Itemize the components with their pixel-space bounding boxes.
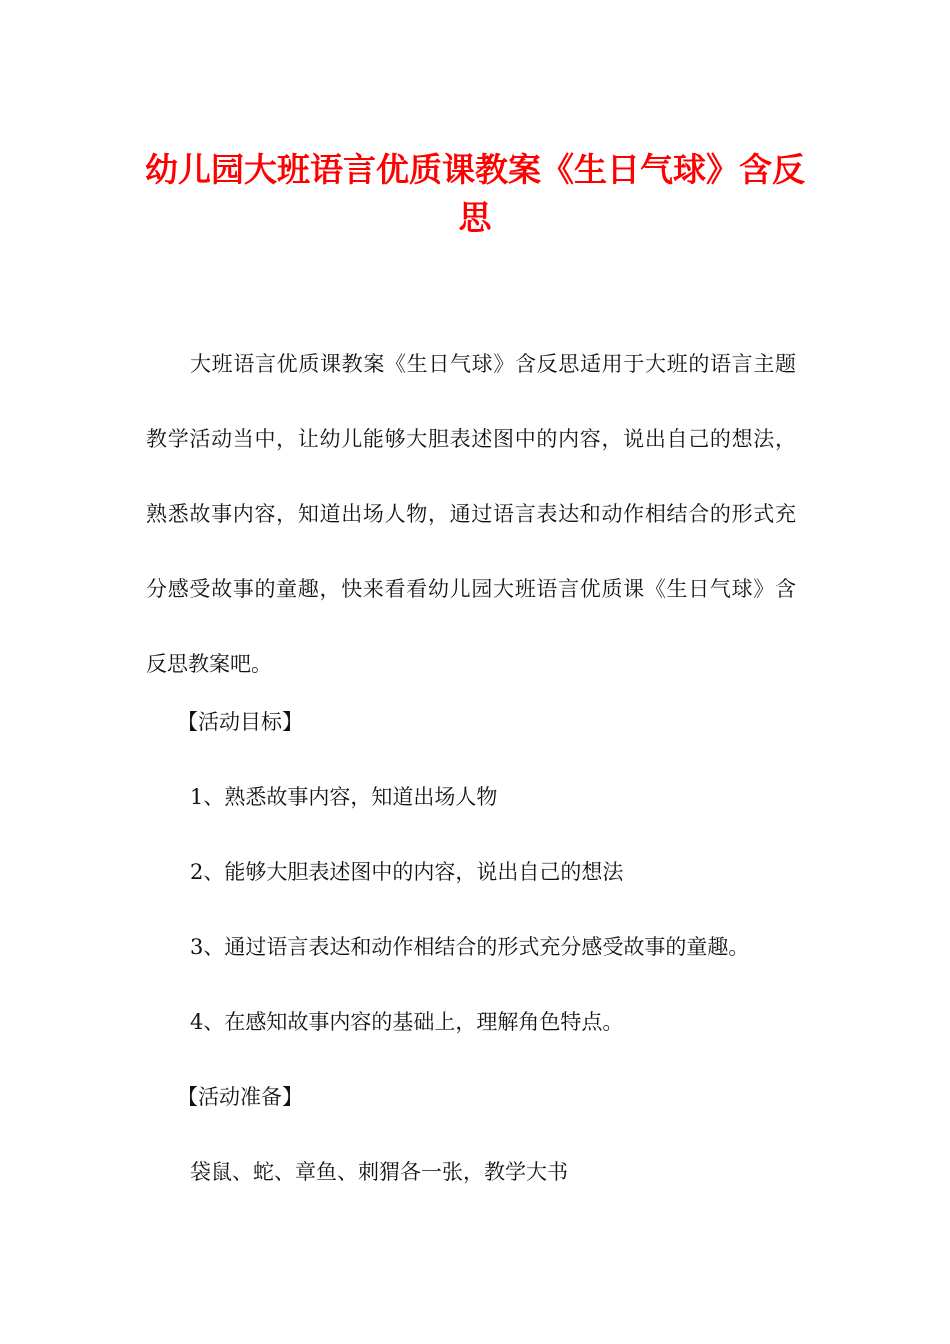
section-heading-preparation: 【活动准备】 xyxy=(177,1085,303,1109)
goal-item-3: 3、通过语言表达和动作相结合的形式充分感受故事的童趣。 xyxy=(190,935,750,959)
goal-item-1: 1、熟悉故事内容，知道出场人物 xyxy=(190,785,498,809)
goal-item-4: 4、在感知故事内容的基础上，理解角色特点。 xyxy=(190,1010,624,1034)
document-title: 幼儿园大班语言优质课教案《生日气球》含反思 xyxy=(145,150,805,237)
preparation-text: 袋鼠、蛇、章鱼、刺猬各一张，教学大书 xyxy=(190,1160,568,1184)
goal-item-2: 2、能够大胆表述图中的内容，说出自己的想法 xyxy=(190,860,624,884)
intro-paragraph: 大班语言优质课教案《生日气球》含反思适用于大班的语言主题教学活动当中，让幼儿能够大胆表述图中的内容，说出自己的想法，熟悉故事内容，知道出场人物，通过语言表达和动作相结合的形式充分感受故事的童趣，快来看看幼儿园大班语言优质课《生日气球》含反思教案吧。 xyxy=(146,352,796,676)
section-heading-goals: 【活动目标】 xyxy=(177,710,303,734)
